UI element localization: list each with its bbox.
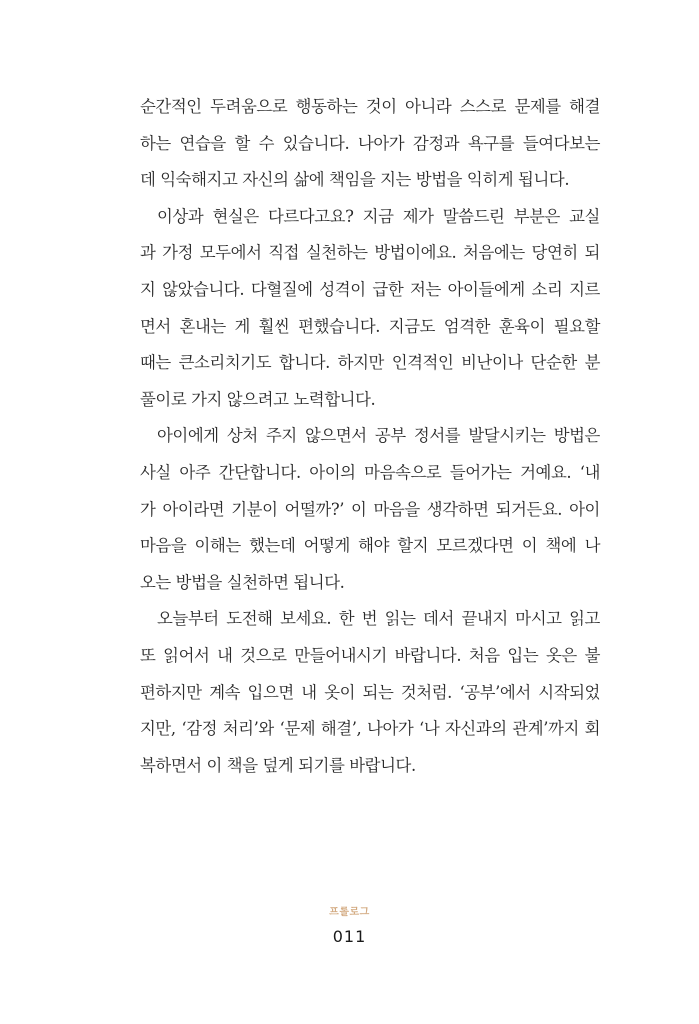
text-line: 또 읽어서 내 것으로 만들어내시기 바랍니다. 처음 입는 옷은 불 bbox=[140, 645, 600, 665]
text-line: 과 가정 모두에서 직접 실천하는 방법이에요. 처음에는 당연히 되 bbox=[140, 243, 600, 263]
text-line: 편하지만 계속 입으면 내 옷이 되는 것처럼. ‘공부’에서 시작되었 bbox=[140, 682, 600, 702]
text-line: 이상과 현실은 다르다고요? 지금 제가 말씀드린 부분은 교실 bbox=[157, 206, 600, 226]
text-line: 아이에게 상처 주지 않으면서 공부 정서를 발달시키는 방법은 bbox=[157, 426, 600, 446]
paragraph-4 bbox=[140, 604, 600, 787]
page-number: 011 bbox=[332, 927, 367, 946]
text-line: 때는 큰소리치기도 합니다. 하지만 인격적인 비난이나 단순한 분 bbox=[140, 353, 600, 373]
text-line: 사실 아주 간단합니다. 아이의 마음속으로 들어가는 거예요. ‘내 bbox=[140, 462, 600, 482]
section-label: 프롤로그 bbox=[329, 907, 370, 918]
text-line: 가 아이라면 기분이 어떨까?’ 이 마음을 생각하면 되거든요. 아이 bbox=[140, 499, 600, 519]
paragraph-1 bbox=[140, 92, 600, 202]
text-line: 지 않았습니다. 다혈질에 성격이 급한 저는 아이들에게 소리 지르 bbox=[140, 279, 600, 299]
text-line: 데 익숙해지고 자신의 삶에 책임을 지는 방법을 익히게 됩니다. bbox=[140, 170, 570, 190]
text-line: 마음을 이해는 했는데 어떻게 해야 할지 모르겠다면 이 책에 나 bbox=[140, 536, 600, 556]
text-line: 오늘부터 도전해 보세요. 한 번 읽는 데서 끝내지 마시고 읽고 bbox=[157, 609, 600, 629]
text-line: 복하면서 이 책을 덮게 되기를 바랍니다. bbox=[140, 755, 416, 775]
paragraph-2 bbox=[140, 202, 600, 422]
text-line: 오는 방법을 실천하면 됩니다. bbox=[140, 572, 345, 592]
text-line: 풀이로 가지 않으려고 노력합니다. bbox=[140, 389, 376, 409]
text-line: 면서 혼내는 게 훨씬 편했습니다. 지금도 엄격한 훈육이 필요할 bbox=[140, 316, 600, 336]
text-line: 지만, ‘감정 처리’와 ‘문제 해결’, 나아가 ‘나 자신과의 관계’까지 회 bbox=[140, 719, 600, 739]
paragraph-3 bbox=[140, 421, 600, 604]
text-line: 하는 연습을 할 수 있습니다. 나아가 감정과 욕구를 들여다보는 bbox=[140, 133, 600, 153]
body-text bbox=[140, 92, 600, 787]
text-line: 순간적인 두려움으로 행동하는 것이 아니라 스스로 문제를 해결 bbox=[140, 97, 600, 116]
